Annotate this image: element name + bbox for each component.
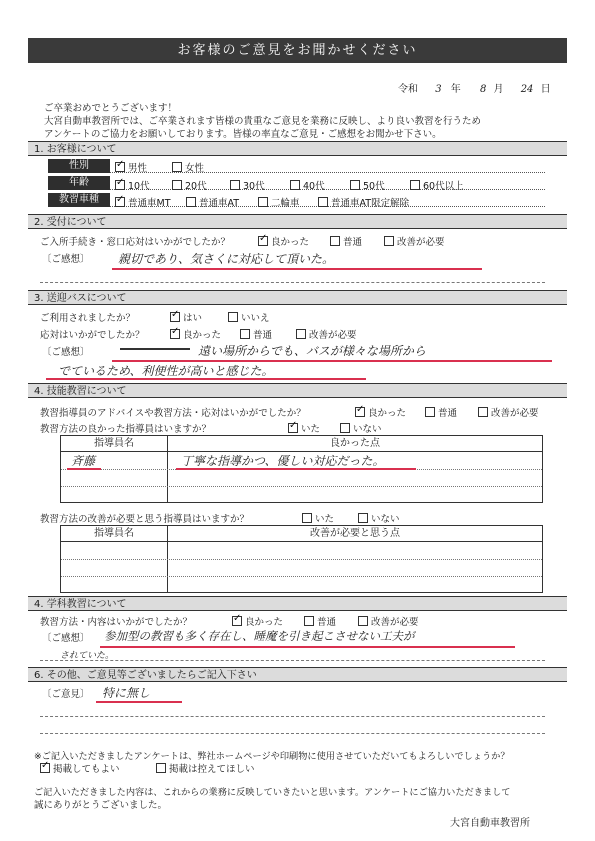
bus-use-yes-option[interactable] (170, 310, 202, 324)
date-line (398, 80, 551, 95)
course-label: 教習車種 (48, 193, 110, 207)
age-50s-checkbox[interactable] (350, 180, 360, 190)
course-bike-label: 二輪車 (271, 198, 300, 209)
good-instructor-yes-label: いた (301, 424, 321, 435)
good-instructor-yes-checkbox[interactable] (288, 423, 298, 433)
intro-line-2: 大宮自動車教習所では、ご卒業されます皆様の貴重なご意見を業務に反映し、より良い教習を行うため (44, 116, 482, 127)
section-1-header: 1. お客様について (28, 141, 567, 156)
consent-no-option[interactable] (156, 761, 255, 775)
date-month: 8 (479, 84, 487, 95)
col-instructor-name: 指導員名 (61, 436, 168, 452)
instructor-name-value: 斉藤 (71, 454, 96, 468)
bus-comment-line-2: でているため、利便性が高いと感じた。 (58, 364, 274, 378)
course-option-at-limit[interactable] (318, 195, 409, 209)
gender-male-option[interactable] (115, 160, 147, 174)
intro-line-1: ご卒業おめでとうございます！ (44, 103, 178, 114)
good-point-value: 丁寧な指導かつ、優しい対応だった。 (181, 454, 385, 468)
reception-question: ご入所手続き・窓口応対はいかがでしたか？ (40, 237, 231, 248)
good-instructor-question: 教習方法の良かった指導員はいますか？ (40, 424, 212, 435)
age-20s-label: 20代 (185, 181, 207, 192)
good-instructor-yes-option[interactable] (288, 421, 320, 435)
improve-instructor-yes-option[interactable] (302, 511, 334, 525)
practical-normal-option[interactable] (425, 405, 457, 419)
age-option-10s[interactable] (115, 178, 150, 192)
practical-good-option[interactable] (355, 405, 406, 419)
closing-line-2: 誠にありがとうございました。 (34, 800, 168, 811)
course-mt-label: 普通車MT (128, 198, 171, 209)
age-option-30s[interactable] (230, 178, 265, 192)
date-year-unit: 年 (450, 84, 461, 95)
consent-yes-checkbox[interactable] (40, 763, 50, 773)
consent-yes-label: 掲載してもよい (53, 764, 120, 775)
reception-improve-option[interactable] (384, 234, 445, 248)
course-option-bike[interactable] (258, 195, 300, 209)
academic-question: 教習方法・内容はいかがでしたか？ (40, 617, 193, 628)
section-6-header: 6. その他、ご意見等ございましたらご記入下さい (28, 667, 567, 682)
bus-normal-option[interactable] (240, 327, 272, 341)
bus-use-no-label: いいえ (241, 313, 270, 324)
practical-improve-label: 改善が必要 (491, 408, 539, 419)
age-60s-checkbox[interactable] (410, 180, 420, 190)
col-good-point: 良かった点 (168, 436, 542, 452)
academic-comment-line-1: 参加型の教習も多く存在し、睡魔を引き起こさせない工夫が (104, 629, 415, 643)
reception-improve-label: 改善が必要 (397, 237, 445, 248)
reception-improve-checkbox[interactable] (384, 236, 394, 246)
bus-normal-checkbox[interactable] (240, 329, 250, 339)
date-era: 令和 (398, 84, 418, 95)
reception-comment: 親切であり、気さくに対応して頂いた。 (118, 252, 335, 266)
male-label: 男性 (128, 163, 148, 174)
age-10s-label: 10代 (128, 181, 150, 192)
date-day-unit: 日 (540, 84, 551, 95)
date-year: 3 (435, 84, 442, 95)
improve-instructor-no-checkbox[interactable] (358, 513, 368, 523)
closing-line-1: ご記入いただきました内容は、これからの業務に反映していきたいと思います。アンケートにご協力いただきまして (34, 787, 511, 798)
reception-good-option[interactable] (258, 234, 309, 248)
age-30s-label: 30代 (243, 181, 265, 192)
age-50s-label: 50代 (363, 181, 385, 192)
gender-female-option[interactable] (172, 160, 204, 174)
age-option-40s[interactable] (290, 178, 325, 192)
bus-comment-line-1: 遠い場所からでも、バスが様々な場所から (198, 344, 426, 358)
bus-normal-label: 普通 (253, 330, 273, 341)
bus-comment-label: 〔ご感想〕 (42, 347, 90, 358)
academic-comment-line-2: されていた。 (60, 651, 115, 661)
course-option-mt[interactable] (115, 195, 171, 209)
age-label: 年齢 (48, 176, 110, 190)
academic-good-label: 良かった (245, 617, 284, 628)
age-option-20s[interactable] (172, 178, 207, 192)
bus-use-question: ご利用されましたか？ (40, 313, 136, 324)
gender-label: 性別 (48, 159, 110, 173)
good-instructor-no-label: いない (353, 424, 382, 435)
age-option-50s[interactable] (350, 178, 385, 192)
consent-no-checkbox[interactable] (156, 763, 166, 773)
age-60s-label: 60代以上 (423, 181, 464, 192)
improve-instructor-no-option[interactable] (358, 511, 400, 525)
improve-instructor-table (60, 525, 543, 593)
age-40s-checkbox[interactable] (290, 180, 300, 190)
reception-normal-option[interactable] (330, 234, 362, 248)
section-academic-header: 4. 学科教習について (28, 596, 567, 611)
reception-normal-checkbox[interactable] (330, 236, 340, 246)
bus-improve-checkbox[interactable] (296, 329, 306, 339)
academic-improve-option[interactable] (358, 614, 419, 628)
practical-normal-checkbox[interactable] (425, 407, 435, 417)
age-option-60s[interactable] (410, 178, 464, 192)
improve-instructor-yes-checkbox[interactable] (302, 513, 312, 523)
course-at-limit-label: 普通車AT限定解除 (331, 198, 410, 209)
section-2-header: 2. 受付について (28, 214, 567, 229)
bus-use-no-option[interactable] (228, 310, 270, 324)
course-mt-checkbox[interactable] (115, 197, 125, 207)
bus-use-yes-checkbox[interactable] (170, 312, 180, 322)
age-10s-checkbox[interactable] (115, 180, 125, 190)
bus-use-no-checkbox[interactable] (228, 312, 238, 322)
practical-normal-label: 普通 (438, 408, 458, 419)
academic-comment-label: 〔ご感想〕 (42, 633, 90, 644)
reception-comment-label: 〔ご感想〕 (42, 254, 90, 265)
age-40s-label: 40代 (303, 181, 325, 192)
age-20s-checkbox[interactable] (172, 180, 182, 190)
female-checkbox[interactable] (172, 162, 182, 172)
practical-good-checkbox[interactable] (355, 407, 365, 417)
female-label: 女性 (185, 163, 205, 174)
practical-question: 教習指導員のアドバイスや教習方法・応対はいかがでしたか？ (40, 408, 306, 419)
other-comment-value: 特に無し (102, 686, 151, 700)
good-instructor-table (60, 435, 543, 503)
school-signature: 大宮自動車教習所 (450, 818, 530, 829)
bus-use-yes-label: はい (183, 313, 203, 324)
other-comment-label: 〔ご意見〕 (42, 689, 90, 700)
age-30s-checkbox[interactable] (230, 180, 240, 190)
consent-yes-option[interactable] (40, 761, 120, 775)
practical-improve-option[interactable] (478, 405, 539, 419)
good-instructor-no-option[interactable] (340, 421, 382, 435)
improve-instructor-yes-label: いた (315, 514, 335, 525)
form-title: お客様のご意見をお聞かせください (28, 38, 567, 63)
practical-good-label: 良かった (368, 408, 407, 419)
col-instructor-name-2: 指導員名 (61, 526, 168, 542)
course-bike-checkbox[interactable] (258, 197, 268, 207)
good-instructor-no-checkbox[interactable] (340, 423, 350, 433)
crossed-out-mark (120, 348, 190, 350)
academic-normal-checkbox[interactable] (304, 616, 314, 626)
date-day: 24 (520, 84, 534, 95)
section-3-header: 3. 送迎バスについて (28, 290, 567, 305)
academic-good-option[interactable] (232, 614, 283, 628)
academic-improve-label: 改善が必要 (371, 617, 419, 628)
academic-normal-label: 普通 (317, 617, 337, 628)
course-at-limit-checkbox[interactable] (318, 197, 328, 207)
course-at-label: 普通車AT (199, 198, 240, 209)
reception-good-label: 良かった (271, 237, 310, 248)
bus-improve-option[interactable] (296, 327, 357, 341)
academic-normal-option[interactable] (304, 614, 336, 628)
improve-instructor-question: 教習方法の改善が必要と思う指導員はいますか？ (40, 514, 250, 525)
col-improve-point: 改善が必要と思う点 (168, 526, 542, 542)
improve-instructor-no-label: いない (371, 514, 400, 525)
male-checkbox[interactable] (115, 162, 125, 172)
bus-good-option[interactable] (170, 327, 221, 341)
consent-question: ※ご記入いただきましたアンケートは、弊社ホームページや印刷物に使用させていただいてもよろしいでしょうか？ (34, 751, 510, 762)
reception-normal-label: 普通 (343, 237, 363, 248)
course-at-checkbox[interactable] (186, 197, 196, 207)
bus-service-question: 応対はいかがでしたか？ (40, 330, 145, 341)
course-option-at[interactable] (186, 195, 239, 209)
section-4-header: 4. 技能教習について (28, 383, 567, 398)
bus-good-label: 良かった (183, 330, 222, 341)
bus-good-checkbox[interactable] (170, 329, 180, 339)
academic-good-checkbox[interactable] (232, 616, 242, 626)
practical-improve-checkbox[interactable] (478, 407, 488, 417)
consent-no-label: 掲載は控えてほしい (169, 764, 255, 775)
intro-line-3: アンケートのご協力をお願いしております。皆様の率直なご意見・ご感想をお聞かせ下さい。 (44, 129, 442, 140)
reception-good-checkbox[interactable] (258, 236, 268, 246)
academic-improve-checkbox[interactable] (358, 616, 368, 626)
bus-improve-label: 改善が必要 (309, 330, 357, 341)
date-month-unit: 月 (493, 84, 504, 95)
